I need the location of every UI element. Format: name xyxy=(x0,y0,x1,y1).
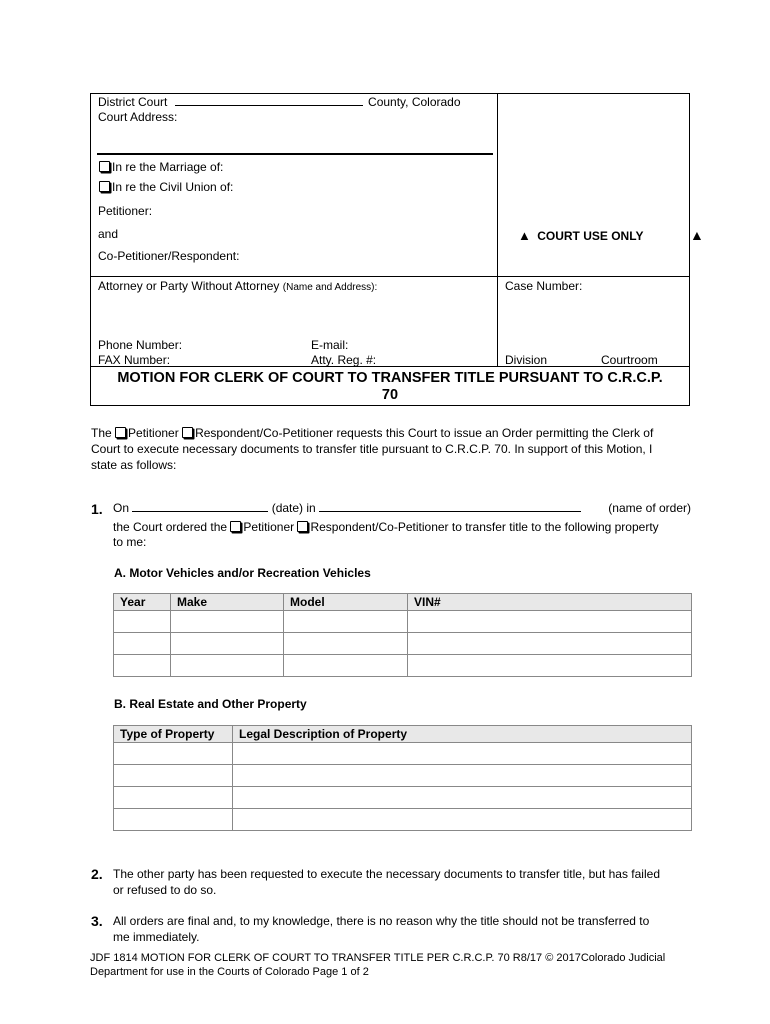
petitioner-label: Petitioner: xyxy=(98,204,153,218)
page-title xyxy=(90,370,690,404)
footer-line-1: JDF 1814 MOTION FOR CLERK OF COURT TO TRANSFER TITLE PER C.R.C.P. 70 R8/17 © 2017Colorado Judicial xyxy=(90,952,666,964)
table-row xyxy=(114,611,692,633)
footer-line-2: Department for use in the Courts of Colorado Page 1 of 2 xyxy=(90,966,369,978)
intro-petitioner-checkbox[interactable] xyxy=(115,427,126,438)
item-3-number: 3. xyxy=(91,913,103,929)
item-3-line-1: All orders are final and, to my knowledge, there is no reason why the title should not be transferred to xyxy=(113,914,650,928)
vehicles-header-vin: VIN# xyxy=(408,594,692,611)
item-1-number: 1. xyxy=(91,501,103,517)
item-2-number: 2. xyxy=(91,866,103,882)
property-header-description: Legal Description of Property xyxy=(233,726,692,743)
vehicles-header-row xyxy=(114,594,692,611)
title-line-2: 70 xyxy=(381,387,399,403)
item-1-name-of-order: (name of order) xyxy=(608,501,691,515)
court-address-label: Court Address: xyxy=(98,110,178,124)
attorney-label: Attorney or Party Without Attorney xyxy=(98,279,280,293)
co-petitioner-label: Co-Petitioner/Respondent: xyxy=(98,249,240,263)
intro-line-2: Court to execute necessary documents to transfer title pursuant to C.R.C.P. 70. In support of this Motion, I xyxy=(91,442,653,456)
property-header-row xyxy=(114,726,692,743)
item-1-respondent-checkbox[interactable] xyxy=(297,521,308,532)
phone-label: Phone Number: xyxy=(98,338,183,352)
item-1-line-2a: the Court ordered the xyxy=(113,520,228,534)
atty-reg-label: Atty. Reg. #: xyxy=(311,353,377,367)
intro-respondent-label: Respondent/Co-Petitioner requests this Court to issue an Order permitting the Clerk of xyxy=(195,426,654,440)
table-row xyxy=(114,655,692,677)
item-1-petitioner-label: Petitioner xyxy=(243,520,295,534)
property-header-type: Type of Property xyxy=(114,726,233,743)
attorney-sub-label: (Name and Address): xyxy=(282,282,378,293)
county-name-field[interactable] xyxy=(175,105,363,106)
item-3-text xyxy=(113,913,649,945)
up-triangle-icon: ▲ xyxy=(518,228,531,243)
intro-line-3: state as follows: xyxy=(91,458,177,472)
intro-the: The xyxy=(91,426,112,440)
table-row xyxy=(114,809,692,831)
page-footer xyxy=(90,951,665,979)
item-3-line-2: me immediately. xyxy=(113,930,200,944)
civil-union-checkbox[interactable] xyxy=(99,181,110,192)
email-label: E-mail: xyxy=(311,338,349,352)
order-court-field[interactable] xyxy=(319,511,581,512)
section-a-heading: A. Motor Vehicles and/or Recreation Vehicles xyxy=(114,566,371,580)
vehicles-header-make: Make xyxy=(171,594,284,611)
fax-label: FAX Number: xyxy=(98,353,171,367)
item-1-petitioner-checkbox[interactable] xyxy=(230,521,241,532)
intro-respondent-checkbox[interactable] xyxy=(182,427,193,438)
item-1-line-1 xyxy=(113,501,691,515)
vehicles-header-year: Year xyxy=(114,594,171,611)
title-line-1: MOTION FOR CLERK OF COURT TO TRANSFER TITLE PURSUANT TO C.R.C.P. xyxy=(117,370,663,386)
courtroom-label: Courtroom xyxy=(601,353,658,367)
vehicles-header-model: Model xyxy=(284,594,408,611)
up-triangle-icon: ▲ xyxy=(690,227,704,243)
case-number-label: Case Number: xyxy=(505,279,583,293)
item-2-text xyxy=(113,866,660,898)
section-b-heading: B. Real Estate and Other Property xyxy=(114,697,307,711)
table-row xyxy=(114,633,692,655)
court-use-only-label: COURT USE ONLY xyxy=(537,229,644,243)
civil-union-label: In re the Civil Union of: xyxy=(112,180,234,194)
item-1-respondent-label: Respondent/Co-Petitioner to transfer title to the following property xyxy=(310,520,659,534)
district-court-label: District Court xyxy=(98,95,168,109)
table-row xyxy=(114,787,692,809)
intro-petitioner-label: Petitioner xyxy=(128,426,179,440)
item-1-line-3: to me: xyxy=(113,535,147,549)
item-1-line-2 xyxy=(113,520,659,534)
item-2-line-2: or refused to do so. xyxy=(113,883,217,897)
intro-paragraph xyxy=(91,425,691,473)
order-date-field[interactable] xyxy=(132,511,268,512)
county-label: County, Colorado xyxy=(368,95,461,109)
item-1-on: On xyxy=(113,501,130,515)
item-2-line-1: The other party has been requested to execute the necessary documents to transfer title, but has failed xyxy=(113,867,660,881)
table-row xyxy=(114,765,692,787)
vehicles-table xyxy=(113,593,692,677)
marriage-checkbox[interactable] xyxy=(99,161,110,172)
table-row xyxy=(114,743,692,765)
division-label: Division xyxy=(505,353,548,367)
and-label: and xyxy=(98,227,119,241)
property-table xyxy=(113,725,692,831)
marriage-label: In re the Marriage of: xyxy=(112,160,224,174)
item-1-date-label: (date) in xyxy=(271,501,316,515)
